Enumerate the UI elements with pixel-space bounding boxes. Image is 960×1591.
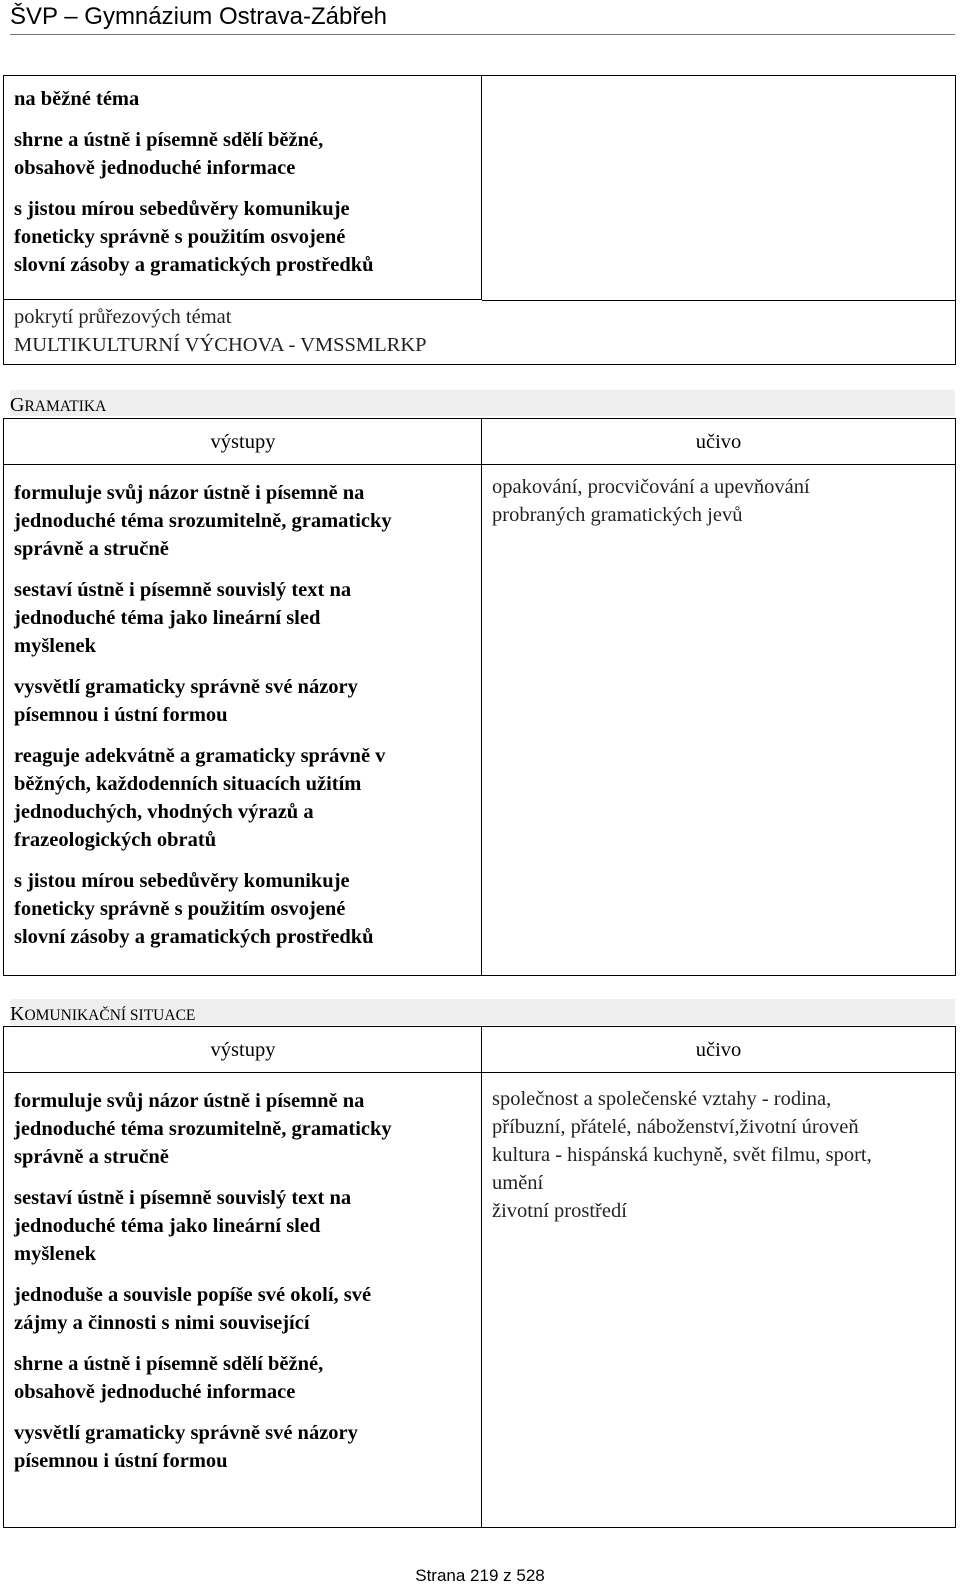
top-outputs-column [4,76,482,300]
output-item: shrne a ústně i písemně sdělí běžné, obsahově jednoduché informace [14,1353,324,1403]
output-item: vysvětlí gramaticky správně své názory písemnou i ústní formou [14,1422,358,1472]
page-header [10,2,955,35]
content-item: opakování, procvičování a upevňování probraných gramatických jevů [492,476,810,526]
komunikacni-content-list [482,1085,955,1225]
content-item: životní prostředí [492,1200,627,1222]
komunikacni-content-header: učivo [482,1027,955,1073]
gramatika-table [3,418,956,976]
output-item: reaguje adekvátně a gramaticky správně v běžných, každodenních situacích užitím jednoduchých, vhodných výrazů a frazeologických obratů [14,745,386,851]
content-item: kultura - hispánská kuchyně, svět filmu, sport, umění [492,1144,872,1194]
output-item: vysvětlí gramaticky správně své názory písemnou i ústní formou [14,676,358,726]
section-title-komunikacni-situace: KOMUNIKAČNÍ SITUACE [10,999,955,1025]
output-item: sestaví ústně i písemně souvislý text na jednoduché téma jako lineární sled myšlenek [14,579,352,657]
komunikacni-situace-table [3,1026,956,1528]
gramatika-outputs-header: výstupy [4,419,482,465]
page-number: Strana 219 z 528 [415,1566,545,1585]
top-right-divider [482,300,955,301]
page-header-title: ŠVP – Gymnázium Ostrava-Zábřeh [10,3,388,30]
gramatika-outputs-list [4,479,482,951]
output-item: shrne a ústně i písemně sdělí běžné, obsahově jednoduché informace [14,129,324,179]
section-title-gramatika: GRAMATIKA [10,390,955,416]
coverage-value: MULTIKULTURNÍ VÝCHOVA - VMSSMLRKP [14,334,427,356]
top-continuation-table [3,75,956,365]
output-item: na běžné téma [14,88,140,110]
komunikacni-outputs-header: výstupy [4,1027,482,1073]
coverage-block [4,303,944,359]
gramatika-content-header: učivo [482,419,955,465]
output-item: s jistou mírou sebedůvěry komunikuje foneticky správně s použitím osvojené slovní zásoby a gramatických prostředků [14,198,374,276]
output-item: jednoduše a souvisle popíše své okolí, své zájmy a činnosti s nimi související [14,1284,372,1334]
output-item: formuluje svůj názor ústně i písemně na jednoduché téma srozumitelně, gramaticky správně a stručně [14,1090,392,1168]
output-item: sestaví ústně i písemně souvislý text na jednoduché téma jako lineární sled myšlenek [14,1187,352,1265]
page-footer [0,1566,960,1586]
output-item: formuluje svůj názor ústně i písemně na jednoduché téma srozumitelně, gramaticky správně a stručně [14,482,392,560]
gramatika-content-list [482,473,955,529]
content-item: společnost a společenské vztahy - rodina, příbuzní, přátelé, náboženství,životní úroveň [492,1088,859,1138]
komunikacni-outputs-list [4,1087,482,1475]
coverage-label: pokrytí průřezových témat [14,306,232,328]
output-item: s jistou mírou sebedůvěry komunikuje foneticky správně s použitím osvojené slovní zásoby a gramatických prostředků [14,870,374,948]
